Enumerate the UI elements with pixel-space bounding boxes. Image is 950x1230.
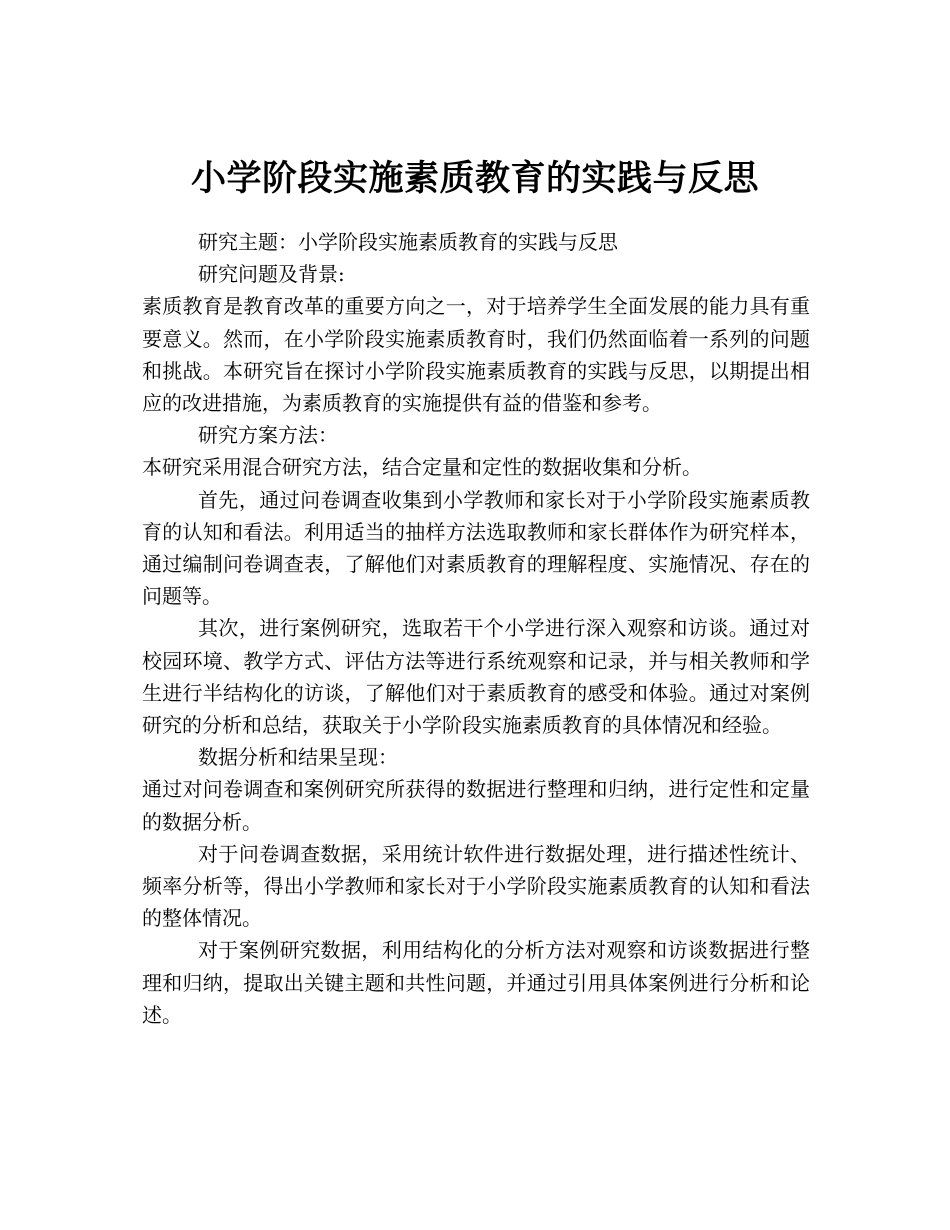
heading-data-analysis: 数据分析和结果呈现： (198, 745, 398, 770)
paragraph-analysis-survey: 对于问卷调查数据，采用统计软件进行数据处理，进行描述性统计、频率分析等，得出小学教师和家长对于小学阶段实施素质教育的认知和看法的整体情况。 (142, 841, 810, 931)
paragraph-method-case-study: 其次，进行案例研究，选取若干个小学进行深入观察和访谈。通过对校园环境、教学方式、评估方法等进行系统观察和记录，并与相关教师和学生进行半结构化的访谈，了解他们对于素质教育的感受和体验。通过对案例研究的分析和总结，获取关于小学阶段实施素质教育的具体情况和经验。 (142, 616, 810, 738)
heading-research-background: 研究问题及背景: (198, 262, 345, 287)
document-body (142, 226, 810, 1031)
paragraph-method-survey: 首先，通过问卷调查收集到小学教师和家长对于小学阶段实施素质教育的认知和看法。利用适当的抽样方法选取教师和家长群体作为研究样本，通过编制问卷调查表，了解他们对素质教育的理解程度、实施情况、存在的问题等。 (142, 487, 810, 609)
page-title: 小学阶段实施素质教育的实践与反思 (190, 158, 759, 200)
paragraph-analysis-case-study: 对于案例研究数据，利用结构化的分析方法对观察和访谈数据进行整理和归纳，提取出关键主题和共性问题，并通过引用具体案例进行分析和论述。 (142, 938, 810, 1027)
paragraph-method-overview: 本研究采用混合研究方法，结合定量和定性的数据收集和分析。 (142, 455, 702, 480)
paragraph-analysis-overview: 通过对问卷调查和案例研究所获得的数据进行整理和归纳，进行定性和定量的数据分析。 (142, 777, 810, 834)
paragraph-research-topic: 研究主题：小学阶段实施素质教育的实践与反思 (198, 230, 618, 254)
heading-research-method: 研究方案方法： (198, 423, 338, 448)
paragraph-background: 素质教育是教育改革的重要方向之一，对于培养学生全面发展的能力具有重要意义。然而，在小学阶段实施素质教育时，我们仍然面临着一系列的问题和挑战。本研究旨在探讨小学阶段实施素质教育的实践与反思，以期提出相应的改进措施，为素质教育的实施提供有益的借鉴和参考。 (142, 294, 810, 416)
